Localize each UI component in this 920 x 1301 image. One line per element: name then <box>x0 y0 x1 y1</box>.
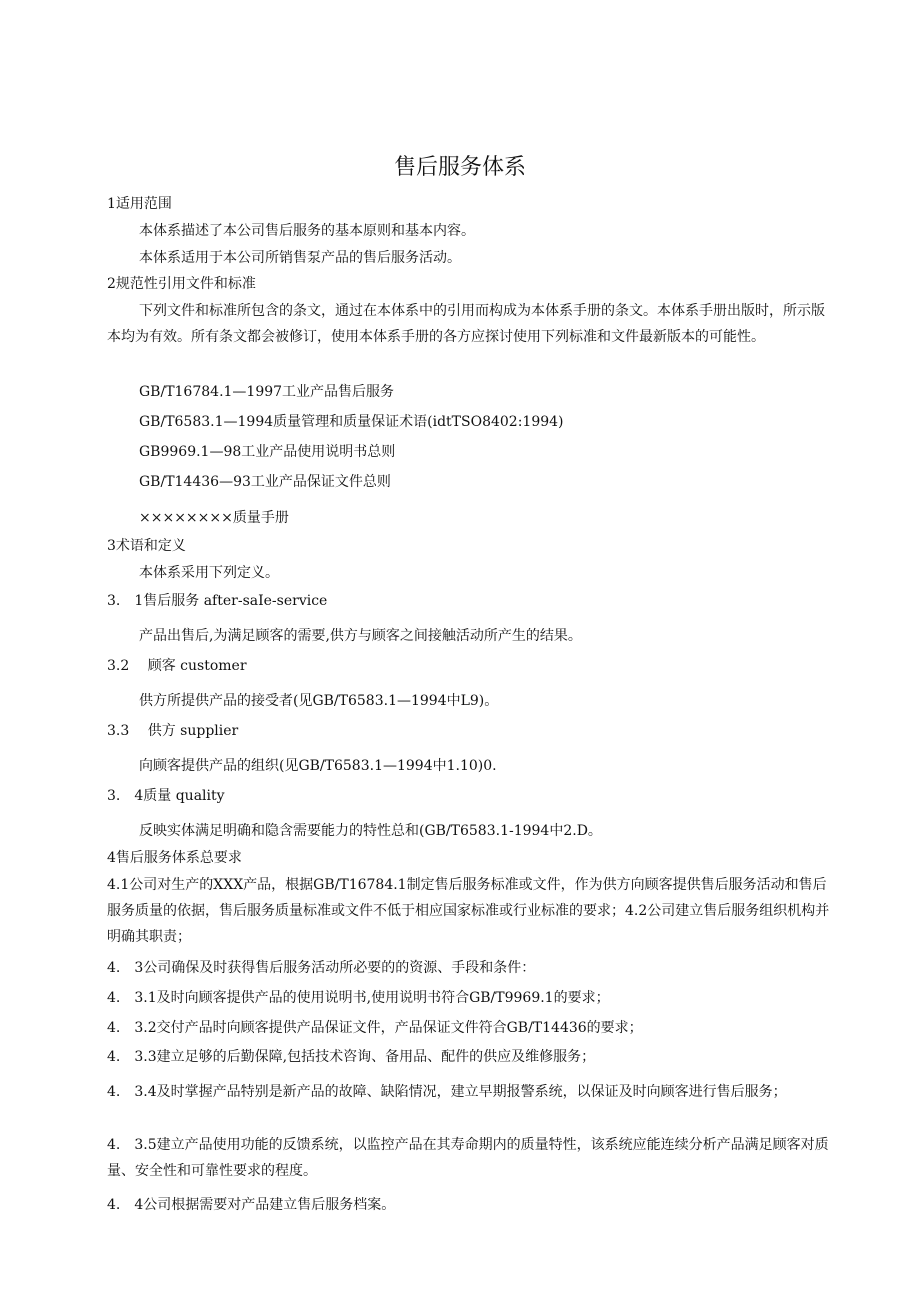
section-2-heading: 2规范性引用文件和标准 <box>107 276 256 292</box>
term-definition: 产品出售后,为满足顾客的需要,供方与顾客之间接触活动所产生的结果。 <box>139 628 582 644</box>
reference-item: GB/T14436—93工业产品保证文件总则 <box>139 474 391 490</box>
section-3-heading: 3术语和定义 <box>107 538 186 554</box>
section-1-paragraph-2: 本体系适用于本公司所销售泵产品的售后服务活动。 <box>139 250 461 266</box>
term-definition: 供方所提供产品的接受者(见GB/T6583.1—1994中L9)。 <box>139 693 499 709</box>
section-3-intro: 本体系采用下列定义。 <box>139 565 279 581</box>
section-4-item-4-3: 4. 3公司确保及时获得售后服务活动所必要的的资源、手段和条件： <box>107 960 536 976</box>
section-4-paragraph-4-1: 4.1公司对生产的XXX产品，根据GB/T16784.1制定售后服务标准或文件，作为供方向顾客提供售后服务活动和售后服务质量的依据，售后服务质量标准或文件不低于相应国家标准或行业标准的要求；4.2公司建立售后服务组织机构并明确其职责； <box>107 877 830 945</box>
document-title: 售后服务体系 <box>393 155 526 180</box>
reference-item: ××××××××质量手册 <box>139 510 289 526</box>
term-label: 3.2 顾客 customer <box>107 658 247 674</box>
section-4-item-4-3-4: 4. 3.4及时掌握产品特别是新产品的故障、缺陷情况，建立早期报警系统，以保证及时向顾客进行售后服务； <box>107 1084 787 1100</box>
section-4-item-4-3-2: 4. 3.2交付产品时向顾客提供产品保证文件，产品保证文件符合GB/T14436的要求； <box>107 1020 643 1036</box>
term-definition: 向顾客提供产品的组织(见GB/T6583.1—1994中1.10)0. <box>139 758 497 774</box>
reference-item: GB/T16784.1—1997工业产品售后服务 <box>139 384 395 400</box>
section-1-heading: 1适用范围 <box>107 196 172 212</box>
section-4-item-4-3-1: 4. 3.1及时向顾客提供产品的使用说明书,使用说明书符合GB/T9969.1的要求； <box>107 990 610 1006</box>
reference-item: GB/T6583.1—1994质量管理和质量保证术语(idtTSO8402:1994) <box>139 414 564 430</box>
term-label: 3. 1售后服务 after-saIe-service <box>107 593 328 609</box>
reference-item: GB9969.1—98工业产品使用说明书总则 <box>139 444 396 460</box>
term-label: 3. 4质量 quality <box>107 788 225 804</box>
section-4-item-4-3-3: 4. 3.3建立足够的后勤保障,包括技术咨询、备用品、配件的供应及维修服务； <box>107 1049 596 1065</box>
term-definition: 反映实体满足明确和隐含需要能力的特性总和(GB/T6583.1-1994中2.D。 <box>139 823 602 839</box>
section-1-paragraph-1: 本体系描述了本公司售后服务的基本原则和基本内容。 <box>139 223 475 239</box>
section-4-item-4-3-5: 4. 3.5建立产品使用功能的反馈系统，以监控产品在其寿命期内的质量特性，该系统应能连续分析产品满足顾客对质量、安全性和可靠性要求的程度。 <box>107 1137 829 1179</box>
section-4-item-4-4: 4. 4公司根据需要对产品建立售后服务档案。 <box>107 1197 396 1213</box>
term-label: 3.3 供方 supplier <box>107 723 239 739</box>
section-4-heading: 4售后服务体系总要求 <box>107 850 242 866</box>
section-2-paragraph: 下列文件和标准所包含的条文，通过在本体系中的引用而构成为本体系手册的条文。本体系手册出版时，所示版本均为有效。所有条文都会被修订，使用本体系手册的各方应探讨使用下列标准和文件最新版本的可能性。 <box>107 303 825 345</box>
